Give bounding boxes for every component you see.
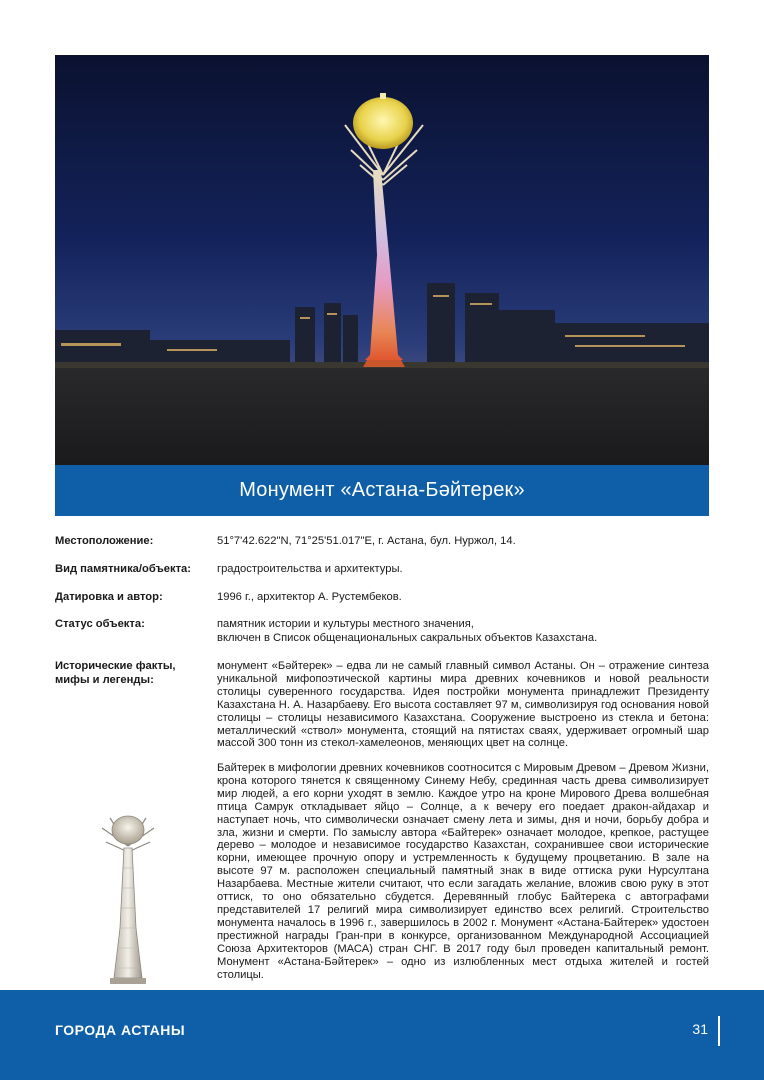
info-label: Датировка и автор: xyxy=(55,591,163,603)
bayterek-night-illustration xyxy=(55,55,709,465)
info-value: 1996 г., архитектор А. Рустембеков. xyxy=(217,591,402,603)
info-value: памятник истории и культуры местного значения, включен в Список общенациональных сакральных объектов Казахстана. xyxy=(217,618,598,644)
info-label: Местоположение: xyxy=(55,535,154,547)
info-label: Статус объекта: xyxy=(55,618,145,630)
footer-section-title: ГОРОДА АСТАНЫ xyxy=(55,1022,186,1038)
info-value: градостроительства и архитектуры. xyxy=(217,563,403,575)
history-paragraph-2: Байтерек в мифологии древних кочевников соотносится с Мировым Древом – Древом Жизни, крона которого тянется к священному Синему Небу, срединная часть древа символизирует мир людей, а его корни уходят в землю. Каждое утро на кроне Мирового Древа волшебная птица Самрук откладывает яйцо – Солнце, а к вечеру его поедает дракон-айдахар и наступает ночь, что символически означает смену лета и зимы, дня и ночи, борьбу добра и зла, жизни и смерти. По замыслу автора «Байтерек» означает молодое, крепкое, растущее дерево – молодое и независимое государство Казахстан, сохранившее свои исторические корни, имеющее прочную опору и устремленность к будущему процветанию. В зале на высоте 97 м. расположен специальный памятный знак в виде оттиска руки Нурсултана Назарбаева. Местные жители считают, что если загадать желание, вложив свою руку в этот оттиск, то оно обязательно сбудется. Деревянный глобус Байтерека с автографами представителей 17 религий мира символизирует единство всех религий. Строительство монумента началось в 1996 г., завершилось в 2002 г. Монумент «Астана-Байтерек» удостоен престижной награды Гран-при в конкурсе, организованном Международной Ассоциацией Союза Архитекторов (МАСА) стран СНГ. В 2017 году был проведен капитальный ремонт. Монумент «Астана-Бәйтерек» – одно из излюбленных мест отдыха жителей и гостей столицы. xyxy=(217,762,709,981)
info-label: Вид памятника/объекта: xyxy=(55,563,191,575)
history-paragraph-1: монумент «Бәйтерек» – едва ли не самый главный символ Астаны. Он – отражение синтеза уникальной мифопоэтической картины мира древних кочевников и новой реальности столицы суверенного государства. Идея постройки монумента принадлежит Президенту Казахстана Н. А. Назарбаеву. Его высота составляет 97 м, символизируя год основания новой столицы – столицы независимого Казахстана. Сооружение выстроено из стекла и бетона: металлический «ствол» монумента, стоящий на пятистах сваях, удерживает огромный шар массой 300 тонн из стекол-хамелеонов, меняющих цвет на солнце. xyxy=(217,660,709,750)
footer-divider xyxy=(718,1016,720,1046)
info-label: Исторические факты, мифы и легенды: xyxy=(55,660,176,686)
monument-title-bar xyxy=(55,465,709,516)
page-footer xyxy=(0,990,764,1080)
hero-photo xyxy=(55,55,709,465)
bayterek-day-illustration xyxy=(88,808,168,986)
info-value: 51°7'42.622"N, 71°25'51.017"E, г. Астана, бул. Нуржол, 14. xyxy=(217,535,516,547)
monument-title: Монумент «Астана-Бәйтерек» xyxy=(239,479,525,501)
page-number: 31 xyxy=(692,1021,708,1037)
